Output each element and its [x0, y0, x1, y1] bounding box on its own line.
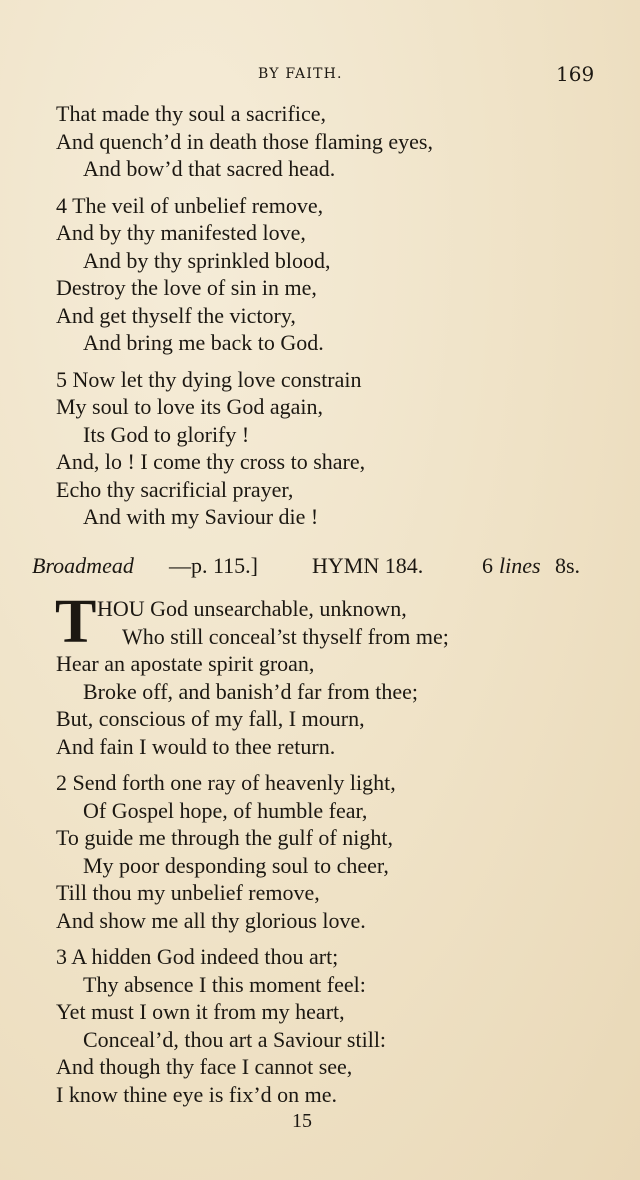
verse-line: To guide me through the gulf of night, [56, 825, 393, 850]
verse-line: I know thine eye is fix’d on me. [56, 1081, 338, 1107]
verse-line: And though thy face I cannot see, [56, 1054, 353, 1079]
verse-line: And get thyself the victory, [56, 302, 296, 328]
verse-line: HOU God unsearchable, unknown, [97, 596, 407, 621]
verse-line: And bow’d that sacred head. [83, 156, 336, 181]
verse-line: But, conscious of my fall, I mourn, [56, 706, 365, 731]
verse-line: 2 Send forth one ray of heavenly light, [56, 770, 396, 795]
verse-line: And by thy manifested love, [56, 220, 306, 245]
verse-line: And bring me back to God. [83, 330, 324, 355]
verse-line: Yet must I own it from my heart, [56, 999, 345, 1024]
verse-line: Destroy the love of sin in me, [56, 275, 317, 300]
verse-line: My soul to love its God again, [56, 394, 324, 419]
verse-line: And, lo ! I come thy cross to share, [56, 449, 366, 474]
verse-line: 3 A hidden God indeed thou art; [56, 944, 339, 969]
verse-line: And show me all thy glorious love. [56, 907, 366, 933]
verse-line: Who still conceal’st thyself from me; [122, 623, 449, 649]
verse-line: 5 Now let thy dying love constrain [56, 366, 362, 392]
verse-line: Till thou my unbelief remove, [56, 880, 320, 905]
meter-syllables: 8s. [555, 553, 581, 578]
meter-number: 6 [482, 553, 493, 578]
tune-name: Broadmead [32, 553, 134, 578]
page-number: 169 [556, 62, 595, 86]
verse-line: Echo thy sacrificial prayer, [56, 476, 294, 502]
hymn-heading [32, 553, 602, 583]
verse-line: 4 The veil of unbelief remove, [56, 192, 324, 218]
verse-line: Of Gospel hope, of humble fear, [83, 797, 368, 823]
signature-mark: 15 [292, 1110, 312, 1132]
hymn-number: HYMN 184. [312, 553, 424, 578]
drop-cap: T [55, 588, 97, 656]
verse-line: And by thy sprinkled blood, [83, 247, 331, 273]
meter-lines: lines [499, 553, 541, 578]
running-head: BY FAITH. [258, 66, 343, 82]
verse-line: And fain I would to thee return. [56, 733, 336, 759]
verse-line: And with my Saviour die ! [83, 504, 319, 529]
page-header [0, 62, 640, 92]
verse-line: Conceal’d, thou art a Saviour still: [83, 1026, 387, 1052]
verse-line: Thy absence I this moment feel: [83, 971, 366, 997]
tune-page-reference: —p. 115.] [169, 553, 259, 578]
verse-line: And quench’d in death those flaming eyes, [56, 128, 433, 154]
verse-line: My poor desponding soul to cheer, [83, 852, 389, 878]
verse-line: Its God to glorify ! [83, 421, 250, 447]
verse-line: That made thy soul a sacrifice, [56, 101, 327, 126]
verse-line: Hear an apostate spirit groan, [56, 651, 315, 676]
verse-line: Broke off, and banish’d far from thee; [83, 678, 418, 704]
